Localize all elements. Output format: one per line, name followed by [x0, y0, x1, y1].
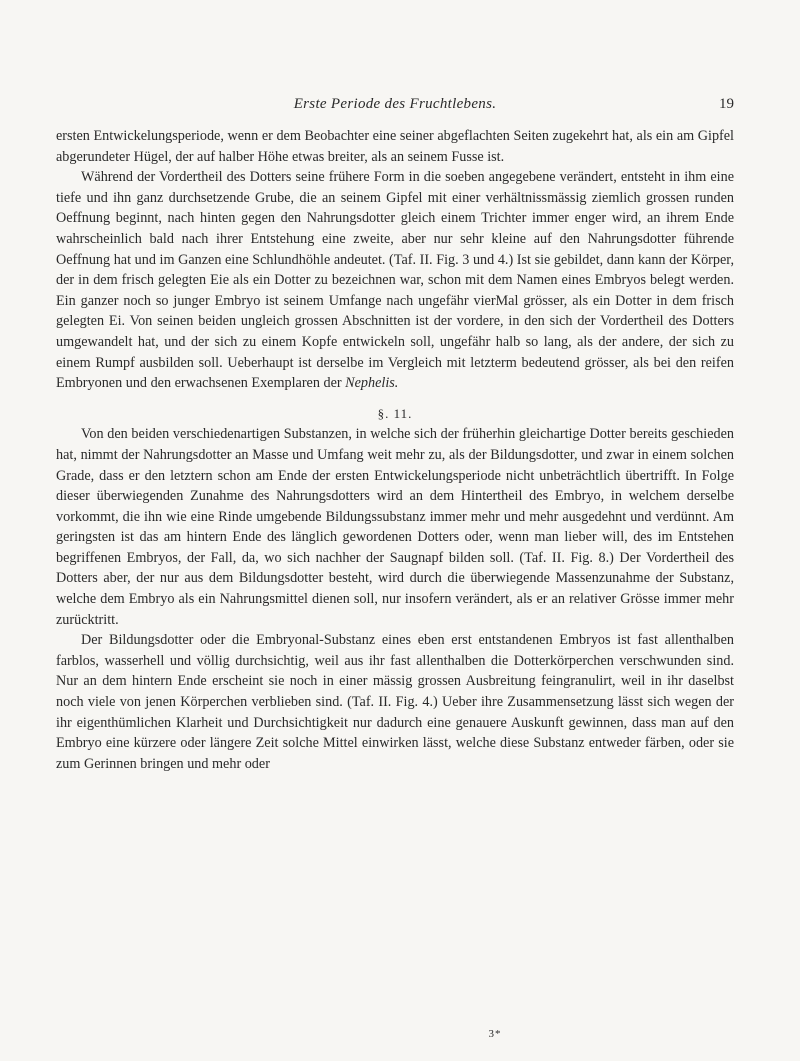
section-heading: §. 11.: [377, 405, 413, 421]
page-header: [56, 96, 734, 118]
paragraph-2-text: Während der Vordertheil des Dotters seine frühere Form in die soeben angegebene verändert, entsteht in ihm eine tiefe und ihn ganz durchsetzende Grube, die an seinem Gipfel mit einer verhältnissmässig ziemlich grossen runden Oeffnung beginnt, nach hinten gegen den Nahrungsdotter gleich einem Trichter immer enger wird, an ihrem Ende wahrscheinlich bald nach ihrer Entstehung eine zweite, aber nur sehr kleine auf den Nahrungsdotter führende Oeffnung hat und im Ganzen eine Schlundhöhle andeutet. (Taf. II. Fig. 3 und 4.) Ist sie gebildet, dann kann der Körper, der in dem frisch gelegten Eie als ein Dotter zu bezeichnen war, schon mit dem Namen eines Embryos belegt werden. Ein ganzer noch so junger Embryo ist seinem Umfange nach ungefähr vierMal grösser, als ein Dotter in dem frisch gelegten Ei. Von seinen beiden ungleich grossen Abschnitten ist der vordere, in den sich der Vordertheil des Dotters umgewandelt hat, und der sich zu einem Kopfe entwickeln soll, ungefähr halb so lang, als der andere, der sich zu einem Rumpf ausbilden soll. Ueberhaupt ist derselbe im Vergleich mit letzterm bedeutend grösser, als bei den reifen Embryonen und den erwachsenen Exemplaren der: [56, 169, 734, 392]
species-name: Nephelis.: [345, 375, 399, 392]
paragraph-4: Der Bildungsdotter oder die Embryonal-Substanz eines eben erst entstandenen Embryos ist fast allenthalben farblos, wasserhell und völlig durchsichtig, weil aus ihr fast allenthalben die Dotterkörperchen verschwunden sind. Nur an dem hintern Ende erscheint sie noch in einer mässig grossen Ausbreitung feingranulirt, weil in ihr daselbst noch viele von jenen Körperchen verblieben sind. (Taf. II. Fig. 4.) Ueber ihre Zusammensetzung lässt sich wegen der ihr eigenthümlichen Klarheit und Durchsichtigkeit nur dadurch eine genauere Auskunft gewinnen, dass man auf den Embryo eine kürzere oder längere Zeit solche Mittel einwirken lässt, welche diese Substanz entweder färben, oder sie zum Gerinnen bringen und mehr oder: [56, 632, 734, 772]
body-text: [56, 126, 734, 774]
running-title: Erste Periode des Fruchtlebens.: [293, 96, 497, 112]
paragraph-3: Von den beiden verschiedenartigen Substanzen, in welche sich der früherhin gleichartige Dotter bereits geschieden hat, nimmt der Nahrungsdotter an Masse und Umfang weit mehr zu, als der Bildungsdotter, und zwar in einem solchen Grade, dass er den letztern schon am Ende der ersten Entwickelungsperiode nicht unbeträchtlich übertrifft. In Folge dieser überwiegenden Zunahme des Nahrungsdotters wird an dem Hintertheil des Embryo, in welchem derselbe vorkommt, die ihn wie eine Rinde umgebende Bildungssubstanz immer mehr und mehr ausgedehnt und verdünnt. Am geringsten ist das am hintern Ende des länglich gewordenen Dotters oder, wenn man lieber will, des im Entstehen begriffenen Embryos, der Fall, da, wo sich nachher der Saugnapf bilden soll. (Taf. II. Fig. 8.) Der Vordertheil des Dotters aber, der nur aus dem Bildungsdotter besteht, wird durch die überwiegende Massenzunahme der Substanz, welche dem Embryo als ein Nahrungsmittel dienen soll, nur insofern verändert, als er an relativer Grösse immer mehr zurücktritt.: [56, 426, 734, 628]
page-number: 19: [719, 96, 734, 112]
paragraph-2: [56, 167, 734, 394]
signature-mark: 3*: [488, 1028, 502, 1040]
paragraph-1: ersten Entwickelungsperiode, wenn er dem Beobachter eine seiner abgeflachten Seiten zugekehrt hat, als ein am Gipfel abgerundeter Hügel, der auf halber Höhe etwas breiter, als an seinem Fusse ist.: [56, 128, 734, 165]
